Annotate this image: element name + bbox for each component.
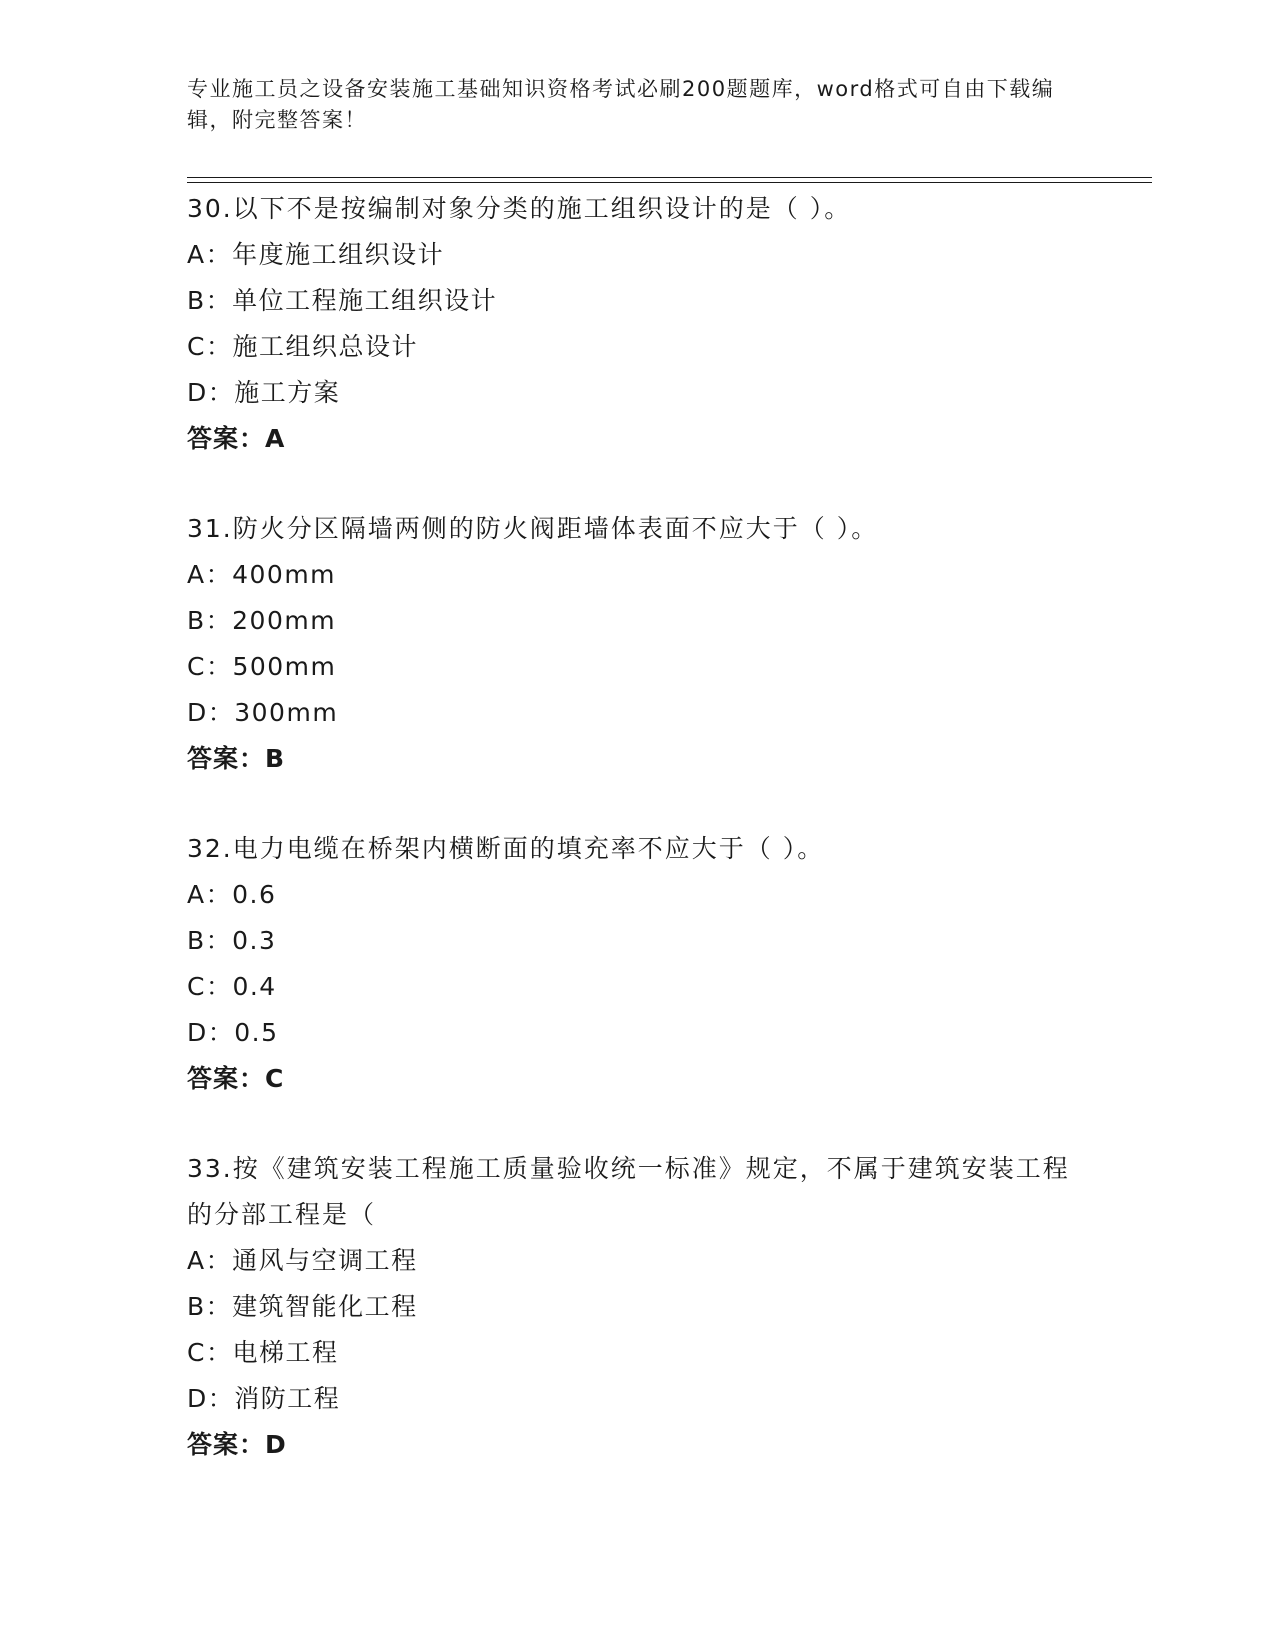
answer-line: 答案：D <box>187 1430 287 1459</box>
option-c: C：施工组织总设计 <box>187 332 418 361</box>
option-c: C：500mm <box>187 652 337 681</box>
question-31 <box>187 506 1087 782</box>
question-33 <box>187 1146 1087 1468</box>
question-stem: 31.防火分区隔墙两侧的防火阀距墙体表面不应大于（ ）。 <box>187 514 879 543</box>
header-divider-bottom <box>187 182 1152 183</box>
option-a: A：400mm <box>187 560 337 589</box>
option-d: D：消防工程 <box>187 1384 341 1413</box>
question-stem: 32.电力电缆在桥架内横断面的填充率不应大于（ ）。 <box>187 834 825 863</box>
option-b: B：单位工程施工组织设计 <box>187 286 498 315</box>
option-a: A：0.6 <box>187 880 277 909</box>
question-32 <box>187 826 1087 1102</box>
option-d: D：施工方案 <box>187 378 341 407</box>
answer-line: 答案：B <box>187 744 286 773</box>
question-stem: 30.以下不是按编制对象分类的施工组织设计的是（ ）。 <box>187 194 852 223</box>
question-stem: 33.按《建筑安装工程施工质量验收统一标准》规定，不属于建筑安装工程的分部工程是（ <box>187 1154 1070 1229</box>
question-30 <box>187 186 1087 462</box>
option-b: B：建筑智能化工程 <box>187 1292 418 1321</box>
option-b: B：200mm <box>187 606 337 635</box>
document-header: 专业施工员之设备安装施工基础知识资格考试必刷200题题库，word格式可自由下载编辑，附完整答案！ <box>187 77 1055 132</box>
option-d: D：300mm <box>187 698 339 727</box>
option-c: C：0.4 <box>187 972 277 1001</box>
option-a: A：年度施工组织设计 <box>187 240 445 269</box>
option-a: A：通风与空调工程 <box>187 1246 418 1275</box>
option-c: C：电梯工程 <box>187 1338 339 1367</box>
option-d: D：0.5 <box>187 1018 279 1047</box>
header-divider-top <box>187 177 1152 178</box>
answer-line: 答案：A <box>187 424 286 453</box>
answer-line: 答案：C <box>187 1064 285 1093</box>
option-b: B：0.3 <box>187 926 277 955</box>
